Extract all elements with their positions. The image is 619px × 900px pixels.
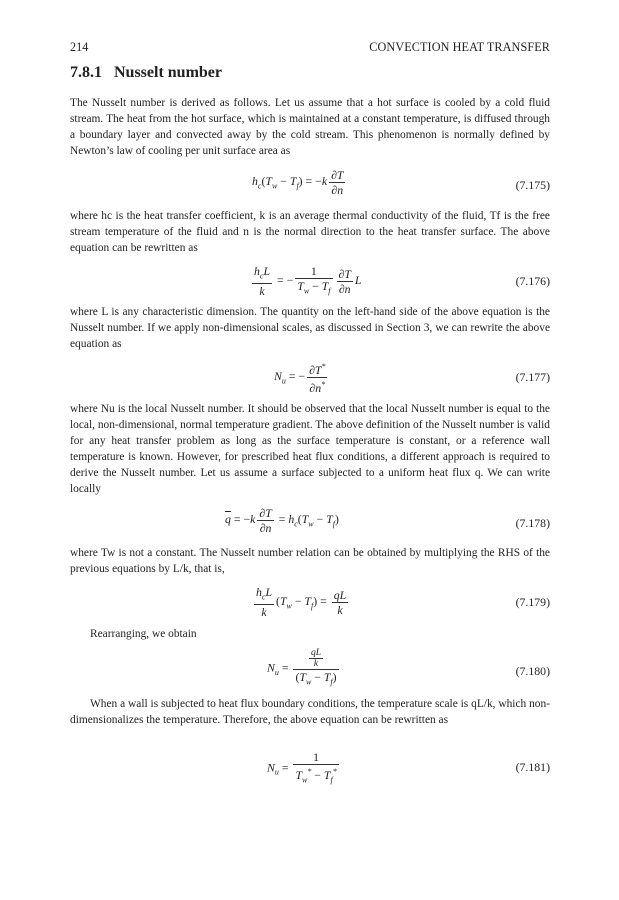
equation: [70, 585, 550, 620]
equation-body: $N_u$ = − $\frac{\partial T^*}{\partial n^*}$: [274, 362, 326, 395]
equation: [70, 506, 550, 538]
paragraph: where L is any characteristic dimension. The quantity on the left-hand side of the above equation is the Nusselt number. If we apply non-dimensional scales, as discussed in Section 3, we can rewrite the above equation as: [70, 306, 550, 350]
equation-body: $N_u$ = $\frac{\frac{qL}{k}}{(T_w - T_f)}$: [267, 648, 337, 687]
equation-number: (7.177): [515, 370, 550, 384]
equation-number: (7.178): [515, 516, 550, 530]
paragraph: Rearranging, we obtain: [90, 628, 197, 640]
equation-number: (7.179): [515, 595, 550, 609]
paragraph: where Tw is not a constant. The Nusselt number relation can be obtained by multiplying the RHS of the previous equations by L/k, that is,: [70, 547, 550, 575]
equation: [70, 264, 550, 299]
page-number: 214: [70, 40, 89, 54]
equation-body: $\frac{h_cL}{k}$ $(T_w - T_f)$ = $\frac{qL}{k}$: [256, 585, 347, 620]
equation-number: (7.181): [515, 760, 550, 774]
equation-body: $\frac{h_cL}{k}$ = − $\frac{1}{T_w - T_f}$ $\frac{\partial T}{\partial n}$ L: [254, 264, 362, 299]
running-title: CONVECTION HEAT TRANSFER: [369, 40, 550, 54]
equation-number: (7.175): [515, 178, 550, 192]
paragraph: The Nusselt number is derived as follows. Let us assume that a hot surface is cooled by a cold fluid stream. The heat from the hot surface, which is maintained at a constant temperature, is diffused through a boundary layer and convected away by the cold stream. This phenomenon is normally defined by Newton’s law of cooling per unit surface area as: [70, 97, 550, 157]
equation-number: (7.180): [515, 664, 550, 678]
section-title: Nusselt number: [114, 64, 223, 81]
section-heading: [70, 64, 222, 82]
equation-body: $N_u$ = $\frac{1}{T_w^* - T_f^*}$: [267, 750, 337, 785]
equation: [70, 168, 550, 200]
running-header: [70, 40, 550, 56]
section-number: 7.8.1: [70, 64, 102, 81]
equation: [70, 360, 550, 395]
paragraph: When a wall is subjected to heat flux boundary conditions, the temperature scale is qL/k, which non-dimensionalizes the temperature. Therefore, the above equation can be rewritten as: [70, 698, 550, 726]
equation-body: $\overline{q} = -k$ $\frac{\partial T}{\partial n}$ = $h_c(T_w - T_f)$: [225, 506, 339, 535]
equation: [70, 648, 550, 690]
paragraph: where Nu is the local Nusselt number. It should be observed that the local Nusselt number is equal to the local, non-dimensional, normal temperature gradient. The above definition of the Nusselt number is valid for any heat transfer problem as long as the surface temperature is constant, or a reference wall temperature is known. However, for prescribed heat flux conditions, a different approach is required to derive the Nusselt number. Let us assume a surface subjected to a uniform heat flux q. We can write locally: [70, 403, 550, 495]
equation-number: (7.176): [515, 274, 550, 288]
equation-body: $h_c(T_w - T_f) = -k$ $\frac{\partial T}{\partial n}$: [252, 168, 344, 197]
paragraph: where hc is the heat transfer coefficient, k is an average thermal conductivity of the fluid, Tf is the free stream temperature of the fluid and n is the normal direction to the heat transfer surface. The above equation can be rewritten as: [70, 210, 550, 254]
equation: [70, 750, 550, 786]
